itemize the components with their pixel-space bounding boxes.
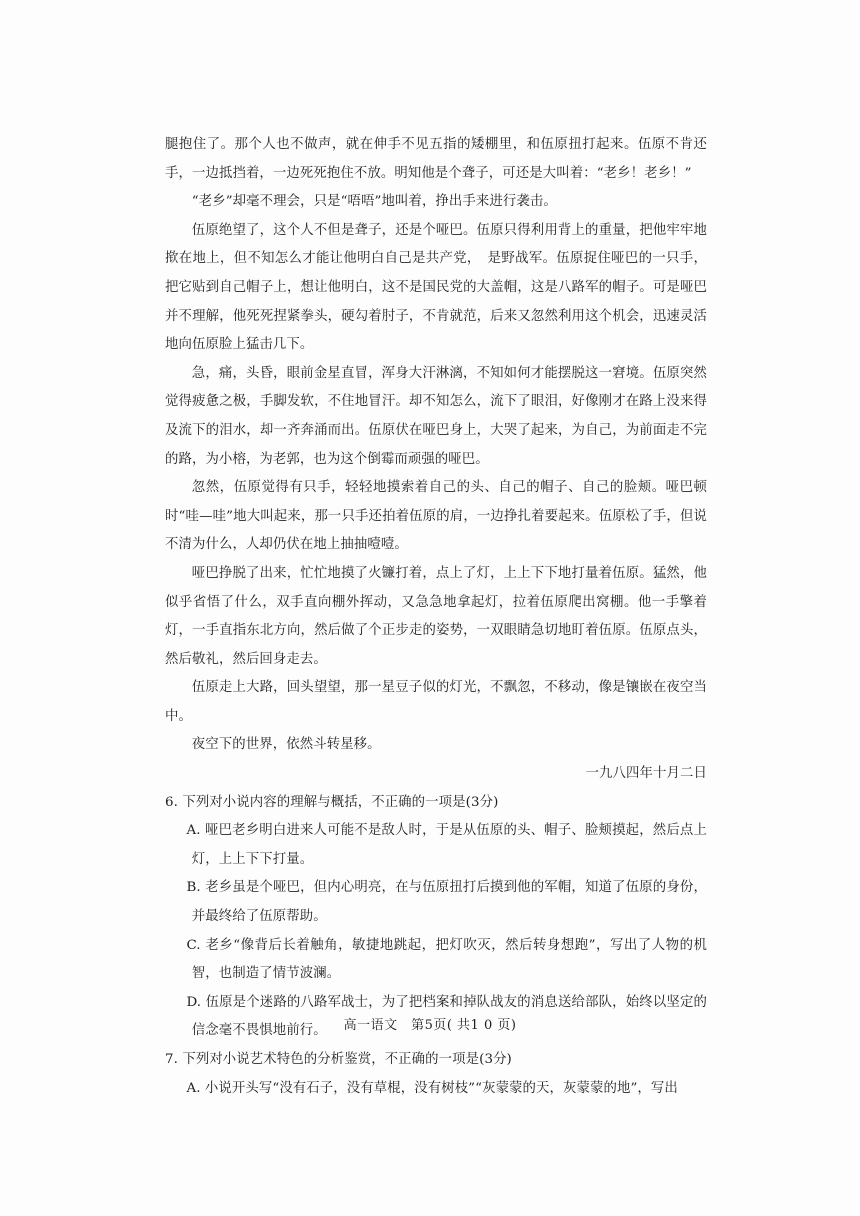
story-paragraph: 伍原走上大路，回头望望，那一星豆子似的灯光，不飘忽，不移动，像是镶嵌在夜空当中。 (165, 680, 707, 724)
question-6-stem: 6. 下列对小说内容的理解与概括，不正确的一项是(3分) (165, 794, 499, 810)
story-paragraph: 伍原绝望了，这个人不但是聋子，还是个哑巴。伍原只得利用背上的重量，把他牢牢地揿在地上，但不知怎么才能让他明白自己是共产党， 是野战军。伍原捉住哑巴的一只手，把它贴到自己帽子上，想让他明白，这不是国民党的大盖帽，这是八路军的帽子。可是哑巴并不理解，他死死捏紧拳头，硬勾着肘子，不肯就范，后来又忽然利用这个机会，迅速灵活地向伍原脸上猛击几下。 (165, 222, 707, 353)
story-paragraph: 夜空下的世界，依然斗转星移。 (191, 737, 381, 753)
question-6-option-a: A. 哑巴老乡明白进来人可能不是敌人时，于是从伍原的头、帽子、脸颊摸起，然后点上灯，上上下下打量。 (186, 823, 707, 867)
story-paragraph: 急，痛，头昏，眼前金星直冒，浑身大汗淋漓，不知如何才能摆脱这一窘境。伍原突然觉得疲惫之极，手脚发软，不住地冒汗。却不知怎么，流下了眼泪，好像刚才在路上没来得及流下的泪水，却一齐奔涌而出。伍原伏在哑巴身上，大哭了起来，为自己，为前面走不完的路，为小榕，为老郭，也为这个倒霉而顽强的哑巴。 (165, 365, 707, 467)
question-7-stem: 7. 下列对小说艺术特色的分析鉴赏，不正确的一项是(3分) (165, 1052, 512, 1067)
story-date: 一九八四年十月二日 (585, 766, 707, 782)
question-6-option-d: D. 伍原是个迷路的八路军战士，为了把档案和掉队战友的消息送给部队，始终以坚定的信念毫不畏惧地前行。 (186, 994, 707, 1039)
story-paragraph: 忽然，伍原觉得有只手，轻轻地摸索着自己的头、自己的帽子、自己的脸颊。哑巴顿时“哇—哇”地大叫起来，那一只手还拍着伍原的肩，一边挣扎着要起来。伍原松了手，但说不清为什么，人却仍伏在地上抽抽噎噎。 (165, 480, 707, 553)
page-footer: 高一语文 第5页( 共1 0 页) (343, 1018, 517, 1033)
story-paragraph: 腿抱住了。那个人也不做声，就在伸手不见五指的矮棚里，和伍原扭打起来。伍原不肯还手，一边抵挡着，一边死死抱住不放。明知他是个聋子，可还是大叫着：“老乡！老乡！” (165, 137, 707, 181)
page-content (165, 131, 707, 1103)
question-6-option-b: B. 老乡虽是个哑巴，但内心明亮，在与伍原扭打后摸到他的军帽，知道了伍原的身份，并最终给了伍原帮助。 (186, 880, 707, 925)
question-7-option-a: A. 小说开头写“没有石子，没有草棍，没有树枝”“灰蒙蒙的天，灰蒙蒙的地”，写出 (186, 1080, 678, 1096)
story-paragraph: 哑巴挣脱了出来，忙忙地摸了火镰打着，点上了灯，上上下下地打量着伍原。猛然，他似乎省悟了什么，双手直向棚外挥动，又急急地拿起灯，拉着伍原爬出窝棚。他一手擎着灯，一手直指东北方向，然后做了个正步走的姿势，一双眼睛急切地盯着伍原。伍原点头，然后敬礼，然后回身走去。 (165, 565, 707, 667)
story-paragraph: “老乡”却毫不理会，只是“唔唔”地叫着，挣出手来进行袭击。 (191, 194, 557, 210)
question-6-option-c: C. 老乡“像背后长着触角，敏捷地跳起，把灯吹灭，然后转身想跑”，写出了人物的机智，也制造了情节波澜。 (186, 937, 707, 982)
